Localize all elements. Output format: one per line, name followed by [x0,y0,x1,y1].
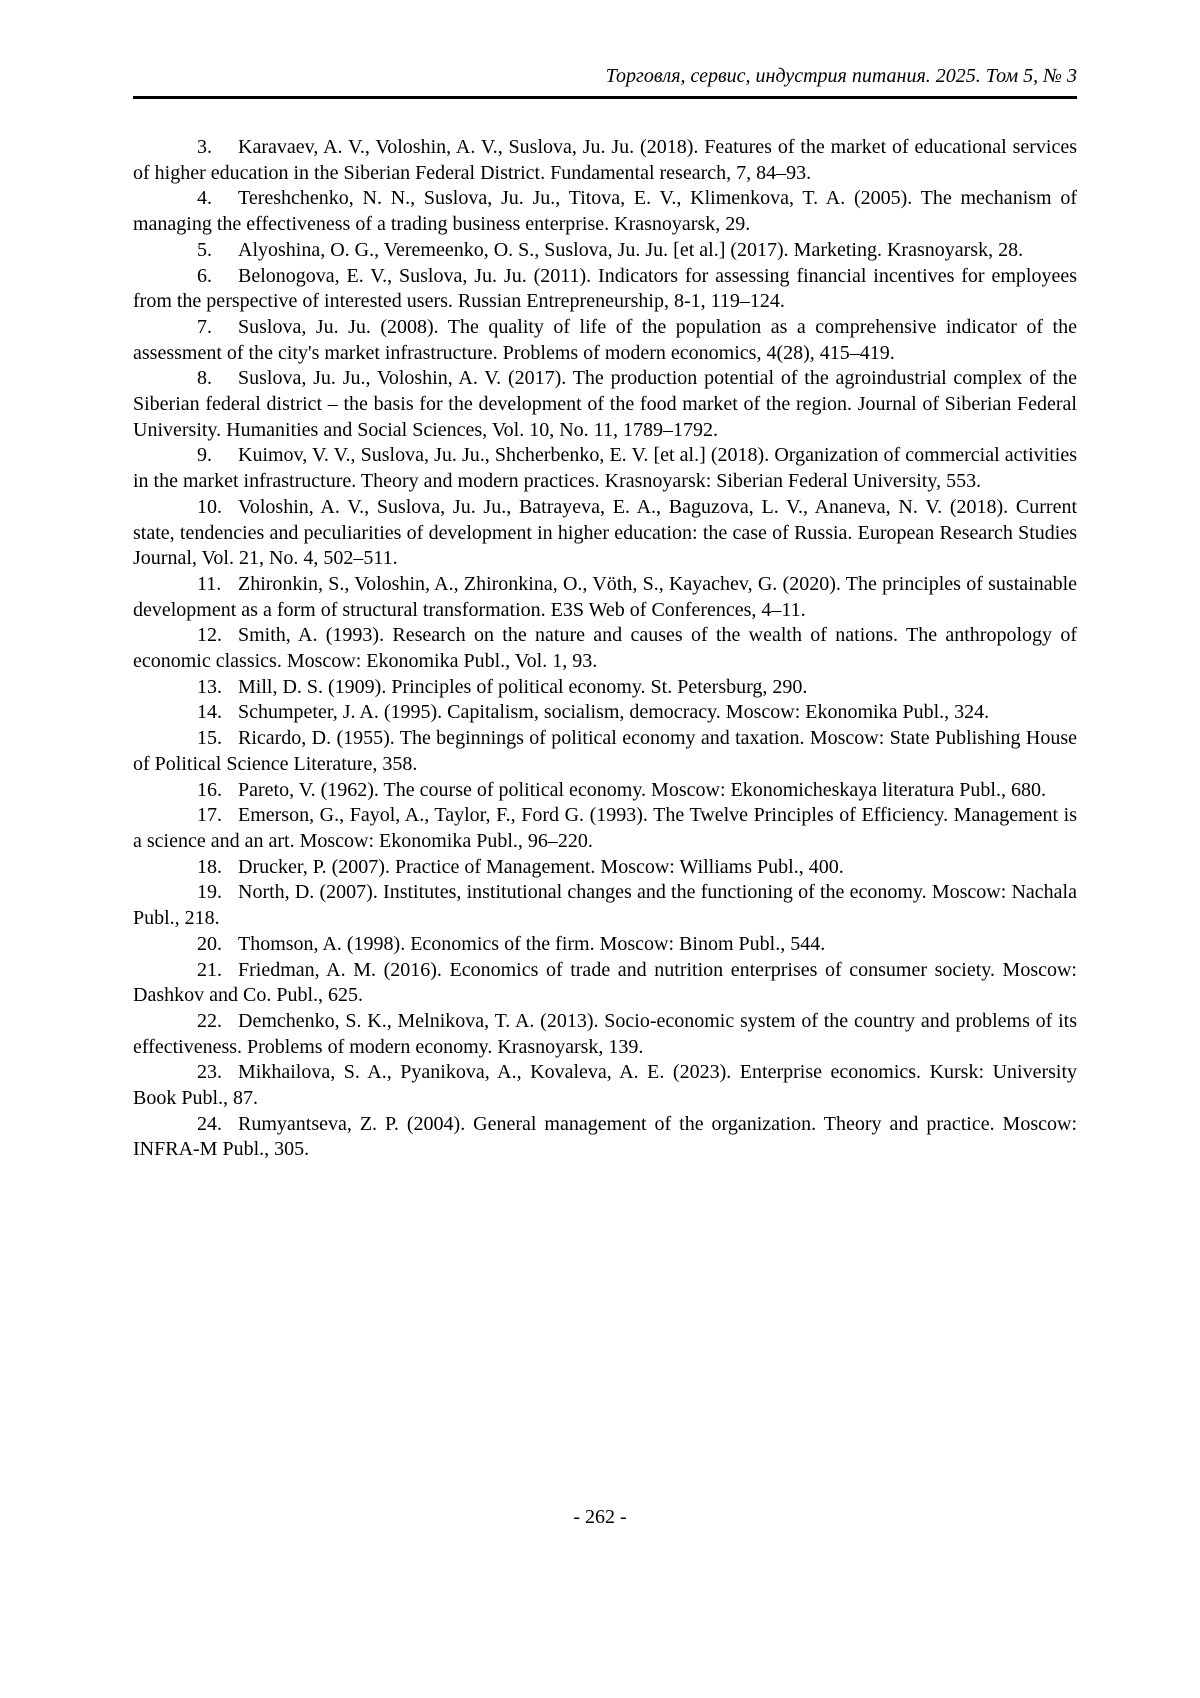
header-rule [133,96,1077,99]
reference-item [133,700,1077,726]
reference-text: Kuimov, V. V., Suslova, Ju. Ju., Shcherbenko, E. V. [et al.] (2018). Organization of commercial activities in the market infrastructure. Theory and modern practices. Krasnoyarsk: Siberian Federal University, 553. [133,444,1077,493]
reference-number: 20. [197,932,222,955]
reference-text: Karavaev, A. V., Voloshin, A. V., Suslova, Ju. Ju. (2018). Features of the market of educational services of higher education in the Siberian Federal District. Fundamental research, 7, 84–93. [133,136,1077,184]
reference-text: Smith, A. (1993). Research on the nature and causes of the wealth of nations. The anthropology of economic classics. Moscow: Ekonomika Publ., Vol. 1, 93. [133,624,1077,673]
reference-number: 4. [197,187,212,210]
reference-number: 18. [197,855,222,878]
reference-item [133,238,1077,264]
reference-text: Drucker, P. (2007). Practice of Management. Moscow: Williams Publ., 400. [238,855,844,878]
reference-number: 9. [197,444,212,467]
reference-item [133,264,1077,315]
reference-text: Demchenko, S. K., Melnikova, T. A. (2013). Socio-economic system of the country and problems of its effectiveness. Problems of modern economy. Krasnoyarsk, 139. [133,1009,1077,1058]
reference-text: Pareto, V. (1962). The course of political economy. Moscow: Ekonomicheskaya literatura Publ., 680. [238,778,1046,801]
reference-number: 22. [197,1009,222,1032]
reference-number: 11. [197,572,222,595]
reference-text: Rumyantseva, Z. P. (2004). General management of the organization. Theory and practice. Moscow: INFRA-M Publ., 305. [133,1112,1077,1161]
reference-item [133,778,1077,804]
reference-text: Suslova, Ju. Ju., Voloshin, A. V. (2017). The production potential of the agroindustrial complex of the Siberian federal district – the basis for the development of the food market of the region. Journal of Siberian Federal University. Humanities and Social Sciences, Vol. 10, No. 11, 1789–1792. [133,367,1077,441]
reference-item [133,135,1077,186]
reference-number: 12. [197,624,222,647]
reference-item [133,315,1077,366]
reference-number: 17. [197,804,222,827]
reference-number: 15. [197,727,222,750]
reference-item [133,572,1077,623]
reference-item [133,495,1077,572]
reference-text: Schumpeter, J. A. (1995). Capitalism, socialism, democracy. Moscow: Ekonomika Publ., 324. [238,701,990,724]
reference-text: Friedman, A. M. (2016). Economics of trade and nutrition enterprises of consumer society. Moscow: Dashkov and Co. Publ., 625. [133,958,1077,1007]
reference-item [133,803,1077,854]
references-list [133,135,1077,1163]
reference-number: 14. [197,701,222,724]
reference-item [133,623,1077,674]
reference-item [133,186,1077,237]
reference-item [133,1009,1077,1060]
reference-text: North, D. (2007). Institutes, institutional changes and the functioning of the economy. Moscow: Nachala Publ., 218. [133,881,1077,930]
reference-text: Tereshchenko, N. N., Suslova, Ju. Ju., Titova, E. V., Klimenkova, T. A. (2005). The mechanism of managing the effectiveness of a trading business enterprise. Krasnoyarsk, 29. [133,187,1077,236]
reference-text: Suslova, Ju. Ju. (2008). The quality of life of the population as a comprehensive indicator of the assessment of the city's market infrastructure. Problems of modern economics, 4(28), 415–419. [133,315,1077,364]
reference-item [133,1060,1077,1111]
reference-item [133,443,1077,494]
reference-item [133,1112,1077,1163]
reference-text: Ricardo, D. (1955). The beginnings of political economy and taxation. Moscow: State Publishing House of Political Science Literature, 358. [133,727,1077,775]
reference-text: Thomson, A. (1998). Economics of the firm. Moscow: Binom Publ., 544. [238,932,826,955]
reference-number: 21. [197,958,222,981]
reference-text: Belonogova, E. V., Suslova, Ju. Ju. (2011). Indicators for assessing financial incentives for employees from the perspective of interested users. Russian Entrepreneurship, 8-1, 119–124. [133,264,1077,313]
reference-item [133,855,1077,881]
reference-number: 19. [197,881,222,904]
reference-text: Emerson, G., Fayol, A., Taylor, F., Ford G. (1993). The Twelve Principles of Efficiency. Management is a science and an art. Moscow: Ekonomika Publ., 96–220. [133,804,1077,852]
reference-item [133,932,1077,958]
reference-item [133,675,1077,701]
reference-number: 6. [197,264,212,287]
journal-header-line: Торговля, сервис, индустрия питания. 2025. Том 5, № 3 [605,65,1077,87]
reference-number: 23. [197,1061,222,1084]
reference-number: 8. [197,367,212,390]
reference-text: Zhironkin, S., Voloshin, A., Zhironkina, O., Vöth, S., Kayachev, G. (2020). The principles of sustainable development as a form of structural transformation. E3S Web of Conferences, 4–11. [133,572,1077,621]
reference-item [133,366,1077,443]
reference-number: 7. [197,315,212,338]
reference-item [133,726,1077,777]
reference-number: 24. [197,1112,222,1135]
reference-text: Voloshin, A. V., Suslova, Ju. Ju., Batrayeva, E. A., Baguzova, L. V., Ananeva, N. V. (2018). Current state, tendencies and peculiarities of development in higher education: the case of Russia. European Research Studies Journal, Vol. 21, No. 4, 502–511. [133,495,1077,570]
reference-number: 10. [197,495,222,518]
reference-text: Mill, D. S. (1909). Principles of political economy. St. Petersburg, 290. [238,675,808,698]
reference-item [133,958,1077,1009]
reference-text: Alyoshina, O. G., Veremeenko, O. S., Suslova, Ju. Ju. [et al.] (2017). Marketing. Krasnoyarsk, 28. [238,238,1024,261]
reference-item [133,880,1077,931]
reference-number: 3. [197,136,212,158]
reference-number: 13. [197,675,222,698]
reference-text: Mikhailova, S. A., Pyanikova, A., Kovaleva, A. E. (2023). Enterprise economics. Kursk: University Book Publ., 87. [133,1061,1077,1110]
page-number-footer: - 262 - [573,1506,627,1528]
reference-number: 5. [197,238,212,261]
reference-number: 16. [197,778,222,801]
